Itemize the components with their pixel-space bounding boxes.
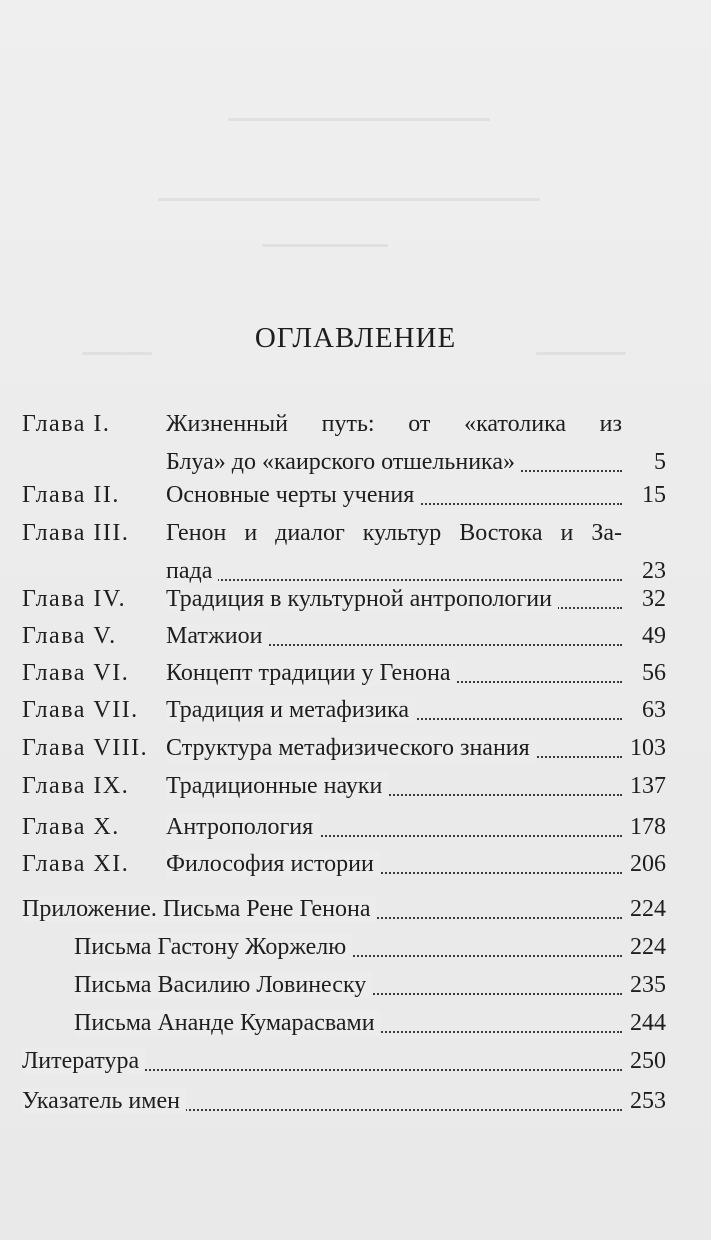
chapter-title: Традиционные науки — [166, 773, 388, 799]
page-number: 63 — [642, 697, 666, 723]
toc-entry[interactable] — [22, 617, 666, 655]
appendix-title: Приложение. Письма Рене Генона — [22, 896, 376, 922]
toc-entry-literature[interactable] — [22, 1042, 666, 1080]
chapter-title-line-1: Жизненный путь: от «католика из — [166, 405, 622, 443]
toc-entry[interactable] — [22, 808, 666, 846]
toc-entry[interactable] — [22, 476, 666, 514]
page-number: 49 — [642, 623, 666, 649]
toc-entry[interactable] — [22, 405, 666, 481]
page-number: 56 — [642, 660, 666, 686]
page-number: 23 — [642, 558, 666, 584]
page-number: 206 — [630, 851, 666, 877]
toc-entry-appendix[interactable] — [22, 890, 666, 928]
page-number: 178 — [630, 814, 666, 840]
chapter-label: Глава V. — [22, 623, 117, 649]
page-number: 5 — [654, 449, 666, 475]
chapter-title: Основные черты учения — [166, 482, 420, 508]
chapter-label: Глава VII. — [22, 697, 139, 723]
chapter-title: Антропология — [166, 814, 319, 840]
page-number: 224 — [630, 934, 666, 960]
page-number: 224 — [630, 896, 666, 922]
chapter-label: Глава I. — [22, 411, 111, 437]
chapter-title-line-2: пада — [166, 558, 218, 584]
page-number: 253 — [630, 1088, 666, 1114]
chapter-title: Структура метафизического знания — [166, 735, 536, 761]
page-number: 244 — [630, 1010, 666, 1036]
chapter-title: Матжиои — [166, 623, 268, 649]
toc-entry[interactable] — [22, 767, 666, 805]
page-number: 137 — [630, 773, 666, 799]
toc-entry[interactable] — [22, 845, 666, 883]
toc-entry[interactable] — [22, 691, 666, 729]
chapter-title-line-2: Блуа» до «каирского отшельника» — [166, 449, 521, 475]
chapter-title: Традиция в культурной антропологии — [166, 586, 558, 612]
bleed-through-line — [262, 244, 388, 247]
chapter-label: Глава II. — [22, 482, 120, 508]
toc-entry[interactable] — [22, 654, 666, 692]
bleed-through-line — [158, 198, 540, 201]
toc-title: ОГЛАВЛЕНИЕ — [254, 322, 457, 354]
chapter-label: Глава XI. — [22, 851, 130, 877]
page-number: 250 — [630, 1048, 666, 1074]
chapter-title: Традиция и метафизика — [166, 697, 415, 723]
entry-title: Указатель имен — [22, 1088, 186, 1114]
chapter-label: Глава X. — [22, 814, 120, 840]
chapter-label: Глава IV. — [22, 586, 127, 612]
bleed-through-line — [228, 118, 490, 121]
toc-entry[interactable] — [22, 580, 666, 618]
toc-entry-subitem[interactable] — [22, 928, 666, 966]
page-number: 15 — [642, 482, 666, 508]
chapter-label: Глава IX. — [22, 773, 130, 799]
chapter-title-line-1: Генон и диалог культур Востока и За- — [166, 514, 622, 552]
toc-entry-index[interactable] — [22, 1082, 666, 1120]
chapter-label: Глава III. — [22, 520, 130, 546]
subitem-title: Письма Гастону Жоржелю — [74, 934, 352, 960]
subitem-title: Письма Василию Ловинеску — [74, 972, 372, 998]
chapter-label: Глава VI. — [22, 660, 130, 686]
page-number: 103 — [630, 735, 666, 761]
entry-title: Литература — [22, 1048, 145, 1074]
chapter-title: Концепт традиции у Генона — [166, 660, 457, 686]
chapter-label: Глава VIII. — [22, 735, 149, 761]
toc-entry-subitem[interactable] — [22, 966, 666, 1004]
toc-entry[interactable] — [22, 514, 666, 590]
toc-entry[interactable] — [22, 729, 666, 767]
toc-entry-subitem[interactable] — [22, 1004, 666, 1042]
subitem-title: Письма Ананде Кумарасвами — [74, 1010, 381, 1036]
page-number: 235 — [630, 972, 666, 998]
page-number: 32 — [642, 586, 666, 612]
chapter-title: Философия истории — [166, 851, 380, 877]
